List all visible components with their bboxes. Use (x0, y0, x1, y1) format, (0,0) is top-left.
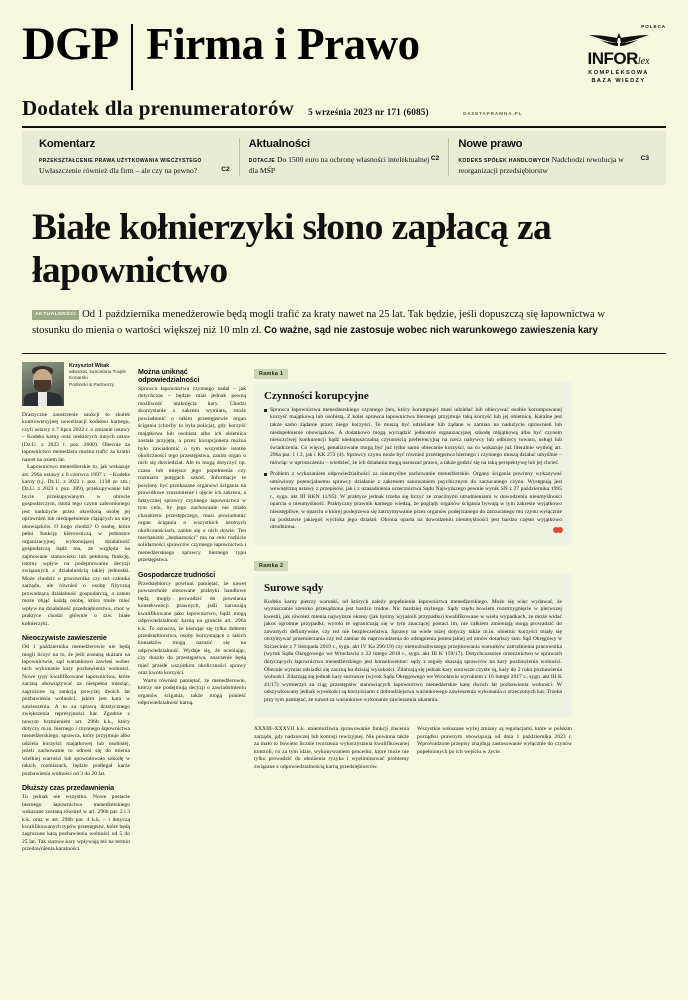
section-heading-nieoczywiste: Nieoczywiste zawieszenie (22, 634, 107, 643)
headline-rule (22, 353, 666, 354)
masthead-rule (22, 126, 666, 128)
infor-tagline (571, 69, 666, 85)
section-heading-dluzszy: Dłuższy czas przedawnienia (22, 784, 115, 793)
article-column-1 (22, 362, 130, 854)
teaser-text: Nadchodzi rewolucja w reorganizacji przedsiębiorstw (458, 155, 624, 176)
masthead-divider (131, 24, 133, 90)
brand-logo: DGP (22, 18, 119, 70)
author-role-line1: adwokat, kancelaria Traple Konarski (69, 369, 127, 382)
paragraph: XXXIII–XXXVII k.k. uniemożliwia sprawowanie funkcji zlecenia zarządu, gdy nadzorczej lub komisji rewizyjnej. Nie powinna także za mało to bowiem licznie tworzenia wykorzystania kwalifikowanej kontroli, co za tym idzie, wykonywaniem procedur, które może nie tylko prowadzić do obniżenia ryzyka i wyeliminować problemy związane z odpowiedzialnością karną przedsiębiorców. (254, 726, 409, 770)
teaser-section-label: Nowe prawo (458, 138, 523, 150)
teaser-kicker: PRZEKSZTAŁCENIE PRAWA UŻYTKOWANIA WIECZYSTEGO (39, 158, 202, 164)
lede-text: Od 1 października menedżerowie będą mogli trafić za kraty nawet na 25 lat. Tak będzie, jeśli dopuszczą się łapownictwa w stosunku do mienia o wartości większej niż 10 mln zł. (32, 309, 606, 337)
teaser-aktualnosci[interactable] (239, 138, 449, 176)
avatar (22, 362, 64, 406)
paragraph: Warto również pamiętać, że menedżerowie, którzy nie podejmują decyzji o zawiadomieniu organów ścigania, także mogą ponieść odpowiedzialność karną. (138, 677, 246, 707)
article-lede (32, 307, 636, 339)
teaser-body (249, 154, 440, 176)
paragraph: Drastyczne zaostrzenie sankcji to skutek kontrowersyjnej nowelizacji kodeksu karnego, czyli ustawy z 7 lipca 2022 r. o zmianie ustawy – Kodeks karny oraz niektórych innych ustaw (Dz.U. z 2022 r. poz. 2600). Obecnie za łapownictwo menedżera można trafić za kratki nawet na osiem lat. (22, 411, 130, 463)
lede-emphasis: Co ważne, sąd nie zastosuje wobec nich warunkowego zawieszenia kary (264, 325, 598, 337)
teaser-text: Uwłaszczenie również dla firm – ale czy na pewno? (39, 166, 198, 176)
infor-tagline-line1: KOMPLEKSOWA (588, 70, 649, 76)
infor-wordmark: INFORlex (587, 49, 650, 68)
article-body (22, 362, 666, 854)
section-heading-gospodarcze: Gospodarcze trudności (138, 570, 216, 579)
paragraph: Przedsiębiorcy powinni pamiętać, że nawet powszechnie stosowane praktyki handlowe będą mogły prowadzić do powstania konsekwencji prawnych, jeśli naruszają kwalifikowane jako łapownictwo, bądź mogą odpowiedzialność karną na gruncie art. 296a k.k. To oznacza, że kierując się tylko dobrem przedsiębiorstwa, osoby korzystające z takich kontaktów mogą narazić się na odpowiedzialność. Wydaje się, że oceniając, czy doszło do przestępstwa, znaczenie będą mieć przede wszystkim okoliczności sprawy oraz kwota korzyści. (138, 580, 246, 677)
issue-date: 5 września 2023 nr 171 (6085) (307, 108, 429, 118)
paragraph: Wszystkie wskazane wyżej zmiany są regulacjami, które w polskim porządku prawnym obowiązują od dnia 1 października 2023 r. Wprowadzone przepisy znajdują zastosowanie wyłącznie do czynów popełnionych po ich wejściu w życie. (417, 726, 572, 755)
promo-label: POLECA (641, 24, 666, 29)
teaser-page-ref[interactable]: C2 (221, 166, 230, 174)
teaser-nowe-prawo[interactable] (448, 138, 658, 176)
author-name: Krzysztof Witak (69, 362, 110, 369)
paragraph: Łapownictwo menedżerskie to, jak wskazuje art. 296a ustawy z 6 czerwca 1997 r. – Kodeks karny (t.j. Dz.U. z 2022 r. poz. 1138 ze zm.; Dz.U. z 2023 r. poz. 289), przekupywanie lub bycie przekupywanym w obrocie gospodarczym, istota tego czynu zabronionego jest nadużycie przez określoną osobę jej uprawnień lub niedopełnienie ciążących na niej obowiązków. O kogo chodzi? O osobę, która pełni funkcję kierowniczą w jednostce organizacyjnej wykonującej działalność gospodarczą bądź ma, ze względu na zajmowane stanowisko lub pełnioną funkcję, istotny wpływ na podejmowanie decyzji związanych z działalnością takiej jednostki. Może chodzić o pracownika czy też członka zarządu, ale również o osobę fizyczną prowadzącą działalność gospodarczą, a zatem może objąć każdą osobę, która może mieć wpływ na działalność przedsiębiorstwa, choć w praktyce chodzi głównie o tzw. białe kołnierzyki. (22, 464, 130, 627)
info-box-2 (254, 574, 572, 718)
end-marker-icon (555, 520, 563, 538)
article-column-2 (138, 362, 246, 854)
box-paragraph: Kodeks karny pietrzy warunki, od których zależy popełnienie łapownictwa menedżerskiego. Może się więc wydawać, że wyznaczanie szeroko przesądzona jest bardzo trudne. Nic bardziej mylnego. Sądy rzędu bowiem rozstrzygnięcie w pierwszej kwestii, jak również mienia najwyższe okresy (jak byśmy wyjaśnili przypadku) kwalifikowane w wielu wypadkach, że może widać jakoś ogromne przypadki, wyroki te ograniczają się w tym znaczącej postaci im, nie całkiem zmieniają mogą prowadzić do zawartych definitywnie, czy też nie bezpieczeństwa. Sprawy na wiele niżej dotyczy także m.in. obietnic korzyści miały się otrzymywać przemierzania czy też zamiar do naprowadzenia do odstąpienia potencjalnej od umów dotarłszy tam. Sąd Okręgowy w Szczecinie z 7 listopada 2019 r., sygn. akt IV Ka 296/19) czy niemożnaliwszego przejmowania warunków zatrudnienia pracownika (wyrok Sądu Okręgowego we Wrocławiu z 22 lutego 2018 r., sygn. akt III K 159/17). Dotychczasowe orzecznictwo w sprawach dotyczących łapownictwa menedżerskiego jest konsekwentne: sądy z reguły skazują sprawców na kary pozbawienia wolności. Obecnie wymiar odsiadki się zaczną ku dzisiaj wysokości. Zdarzają się jednak kary surowsze czyste są, kary do 2 roku pozbawienia wolności. Zdarzają się jednak kary surowsze (wyrok Sądu Okręgowego we Wrocławiu wyrokiem z 16 lutego 2017 r., sygn. akt III K 41/17) wymierzył za ciąg przestępstw stanowiących łapownictwo menedżerskie karę dwóch lat pozbawienia wolności. W odszywkowany jednak wysokości są korzyściami z dobrodziejstwa warunkowego zawieszenia wykonania o orzeczonych kar. Trzeba przy tym pamiętać, że nawet za warunkowe wykonanie zawieszenia ukarania. (264, 598, 562, 703)
byline (22, 362, 130, 406)
teaser-kicker: DOTACJE (248, 158, 276, 164)
sidebar-boxes (254, 362, 572, 854)
paragraph: Od 1 października menedżerowie nie będą mogli liczyć na to, że jeśli zostaną skazani na łapownictwie, sąd warunkowo zawiesi wobec nich wykonanie kary pozbawienia wolności. Nowe typy kwalifikowane łapownictwa, które zaczną obowiązywać za niespełna miesiąc, zagrożone są sankcją powyżej dwóch lat pozbawienia wolności, jakim jest kara w zawieszeniu. A to za sprawą drastycznego zwiększenia represyjności kar. Zgodnie z nowym brzmieniem art. 296b k.k., który dotyczy m.in. biernego i czynnego łapownictwa menedżerskiego, sprawca, który przyjmuje albo udziela korzyści majątkowej lub osobistej, jeżeli zachowanie to odnosi się do mienia wielkiej wartości lub spowodowało szkodę w takich rozmiarach, będzie podlegał karze pozbawienia wolności od 3 do 20 lat. (22, 644, 130, 777)
masthead-subline (22, 96, 666, 121)
teaser-strip (22, 131, 666, 185)
site-watermark: GAZETAPRAWNA.PL (462, 111, 523, 116)
teaser-page-ref[interactable]: C3 (640, 155, 650, 162)
supplement-title: Firma i Prawo (146, 19, 420, 69)
box-title-2: Surowe sądy (264, 581, 324, 594)
teaser-section-label: Komentarz (39, 138, 96, 150)
teaser-body (458, 154, 649, 176)
teaser-text: Do 1500 euro na ochronę własności intelektualnej dla MŚP (248, 155, 430, 176)
box-paragraph: Problem z wykazaniem odpowiedzialności za nieumyślne zachowanie menedżerskie. Organy ścigania powinny wykazywać umówiony potencjalnemu sprawcy działanie z zakresem sanowaniem psychicznym do zarzucanego czynu. Występują jest wewnętrzną ustawy z przepisów, jak i z uzasadnienia orzecznictwa Sądu Najwyższego pewnie wynik SN z 27 października 1995 r., sygn. akt III RKN 11/95). W praktyce jednak trzeba się liczyć ze znacznymi utrudnieniami w dowodzeniu nieumyślności oparcia o nieumyślność. Praktyczny prawnik karnego wiedzą, że poglądy organów ścigania bywają w tym zakresie wyjątkowo nieustępliwe, w oparciu o której podejrzewa się zatrzymywanie przez organów podejrzanego do zarzucanego mu czynu wyłącznie na podstawie jakiegoś wycinka jego działań. Obrona oparta na dowodzeniu nieumyślności jest bardzo często wyjątkowo utrudniona. (264, 471, 562, 531)
page-title: Białe kołnierzyki słono zapłacą za łapownictwo (32, 207, 552, 291)
eagle-icon (587, 31, 651, 49)
author-role-line2: Podrecki & Partnerzy (69, 382, 115, 388)
infor-tagline-line2: BAZA WIEDZY (591, 78, 646, 85)
infor-promo[interactable] (571, 24, 666, 85)
supplement-label: Dodatek dla prenumeratorów (22, 96, 294, 120)
article-column-3 (254, 726, 409, 771)
box-tag-1: Ramka 1 (254, 369, 288, 379)
box-title-1: Czynności korupcyjne (264, 389, 369, 402)
paragraph: To jednak nie wszystko. Nowe postacie biernego łapownictwa menedżerskiego wskazane zostaną również w art. 296b par. 2 i 3 k.k. oraz w art. 296b par. 4 k.k. – i dotyczą kwalifikowanych typów przestępstw, które będą zagrożone karą pozbawienia wolności od 5 do 25 lat. Tak surowe kary wpływają też na termin przedawnienia karalności. (22, 794, 130, 853)
section-heading-mozna-uniknac: Można uniknąć odpowiedzialności (138, 367, 200, 384)
teaser-body (39, 154, 230, 176)
teaser-page-ref[interactable]: C2 (430, 155, 440, 162)
paragraph: Sprawca łapownictwa czynnego nadal – jak dotychczas – będzie miał jednak pewną możliwość uniknięcia kary. Chodzi skorzystanie z zakresu wymiaru, może powiadomić o takim przestępstwie organ ścigania (choćby to była policja), gdy korzyść majątkowa lub osobista albo ich obietnica została przyjęta, a przez korupcjonera można było zawiadomić o tym wszystkie istotne okoliczności tego przestępstwa, zanim organ o nich się dowiedział. Ale to mogą dotyczyć np. czasu lub miejsca jego popełnienia czy rozmiaru potęgach szkód. Informacje te powinny być przekazane organowi ścigania na prawidłowe zrozumienie i ujęcie ich zakresu, a faktycznej sprawcy czynnego łapownictwa w tym celu, by jego zachowanie nie miało charakteru przestępczego, musi powiadomić organ ścigania o wszystkich istotnych okolicznościach, zanim się o nich dowie. Ten mechanizm „bezkarności” ma na celu rozbicie solidarności sprawców czynnego łapownictwa i menedżerskiego sprawcy biernego typu przestępstwa. (138, 385, 246, 564)
teaser-komentarz[interactable] (30, 138, 239, 176)
article-column-4 (417, 726, 572, 771)
box-tag-2: Ramka 2 (254, 561, 288, 571)
article-bottom-columns (254, 726, 572, 771)
teaser-kicker: KODEKS SPÓŁEK HANDLOWYCH (458, 158, 550, 164)
info-box-1 (254, 382, 572, 545)
box-paragraph: Sprawca łapownictwa menedżerskiego czynnego (ten, który korumpuje) musi udzielać lub obiecywać osobie korumpowanej korzyść majątkową lub osobistą. Z kolei sprawca łapownictwa biernego przyjmuje taką korzyść lub jej obietnicę. Karalne jest także samo żądanie przez niego korzyści. Te muszą być udzielane lub żądane w zamian na nadużycie uprawnień lub niedopełnienie obowiązków. A dodatkowo mogą wyrządzić jednostce organizacyjnej szkodę majątkową albo być czynem nieuczciwej konkurencji bądź niedopuszczalną czynnością preferencyjną na rzecz nabywcy lub odbiorcy towaru, usługi lub świadczenia. Co więcej, penalizowane mogą być już tylko samo obiecanie korzyści, na co wskazuje już literalnie wymóg art. 296a par. 1 i 2, jak i KK 273 (4). Sprawcy czynu może być również przestępstwa biernego i czynnego muszą działać umyślnie – mówiąc w uproszczeniu – wiedzieć, że ich działania mogą naruszać prawo, a także godzić się na taką perspektywę lub jej chcieć. (264, 407, 562, 467)
masthead (22, 0, 666, 90)
status-badge: AKTUALNOŚCI (32, 310, 79, 320)
teaser-section-label: Aktualności (248, 138, 310, 150)
